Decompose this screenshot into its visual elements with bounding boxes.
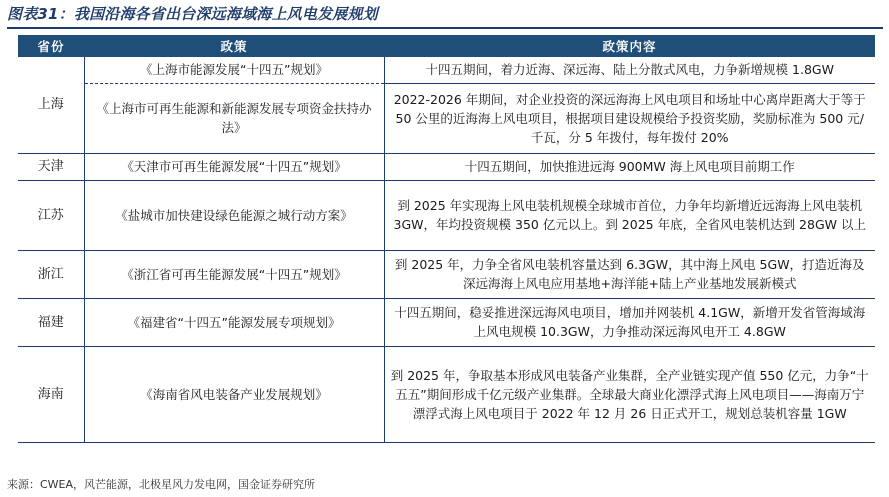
- policy-cell: 《浙江省可再生能源发展“十四五”规划》: [84, 250, 384, 298]
- table-row: [18, 298, 875, 346]
- content-cell: 十四五期间，着力近海、深远海、陆上分散式风电，力争新增规模 1.8GW: [384, 57, 875, 83]
- header-province: 省份: [18, 35, 84, 57]
- province-cell: 浙江: [18, 250, 84, 298]
- header-policy: 政策: [84, 35, 384, 57]
- content-cell: 到 2025 年，力争全省风电装机容量达到 6.3GW，其中海上风电 5GW，打造近海及深远海海上风电应用基地+海洋能+陆上产业基地发展新模式: [384, 250, 875, 298]
- content-cell: 2022-2026 年期间，对企业投资的深远海海上风电项目和场址中心离岸距离大于等于 50 公里的近海海上风电项目，根据项目建设规模给予投资奖励，奖励标准为 500 元/千瓦，分 5 年拨付，每年拨付 20%: [384, 83, 875, 153]
- source-note: 来源：CWEA，风芒能源，北极星风力发电网，国金证券研究所: [7, 478, 316, 491]
- figure-title: 图表31：我国沿海各省出台深远海域海上风电发展规划: [7, 5, 378, 23]
- policy-cell: 《海南省风电装备产业发展规划》: [84, 346, 384, 442]
- province-cell: 江苏: [18, 180, 84, 250]
- title-divider: [7, 27, 883, 29]
- province-cell: 上海: [18, 57, 84, 153]
- header-content: 政策内容: [384, 35, 875, 57]
- policy-cell: 《上海市能源发展“十四五”规划》: [84, 57, 384, 83]
- content-cell: 到 2025 年，争取基本形成风电装备产业集群，全产业链实现产值 550 亿元，力争“十五五”期间形成千亿元级产业集群。全球最大商业化漂浮式海上风电项目——海南万宁漂浮式海上风电项目于 2022 年 12 月 26 日正式开工，规划总装机容量 1GW: [384, 346, 875, 442]
- table-row: [18, 180, 875, 250]
- content-cell: 到 2025 年实现海上风电装机规模全球城市首位，力争年均新增近远海海上风电装机 3GW，年均投资规模 350 亿元以上。到 2025 年底，全省风电装机达到 28GW 以上: [384, 180, 875, 250]
- content-cell: 十四五期间，稳妥推进深远海风电项目，增加并网装机 4.1GW，新增开发省管海域海上风电规模 10.3GW，力争推动深远海风电开工 4.8GW: [384, 298, 875, 346]
- table-row: [18, 346, 875, 442]
- table-row: [18, 57, 875, 83]
- table-row: [18, 153, 875, 180]
- policy-cell: 《盐城市加快建设绿色能源之城行动方案》: [84, 180, 384, 250]
- policy-cell: 《上海市可再生能源和新能源发展专项资金扶持办法》: [84, 83, 384, 153]
- policy-table: [18, 35, 875, 443]
- table-header-row: [18, 35, 875, 57]
- policy-cell: 《天津市可再生能源发展“十四五”规划》: [84, 153, 384, 180]
- province-cell: 海南: [18, 346, 84, 442]
- policy-cell: 《福建省“十四五”能源发展专项规划》: [84, 298, 384, 346]
- province-cell: 福建: [18, 298, 84, 346]
- content-cell: 十四五期间，加快推进远海 900MW 海上风电项目前期工作: [384, 153, 875, 180]
- table-row: [18, 250, 875, 298]
- province-cell: 天津: [18, 153, 84, 180]
- table-row: [18, 83, 875, 153]
